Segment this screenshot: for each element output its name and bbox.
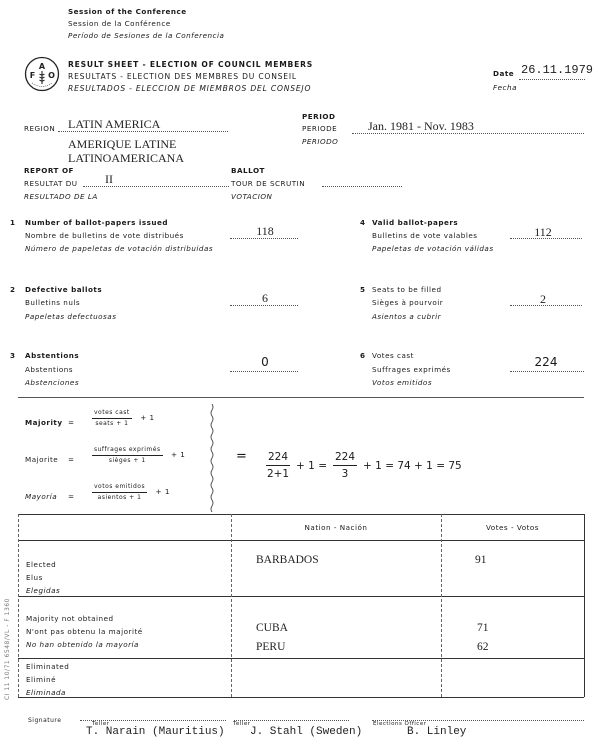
table-col-divider-1 [231,514,232,697]
field-6-label-es: Votos emitidos [372,378,433,387]
majority-den-es: asientos + 1 [97,494,142,501]
field-4-label-en: Valid ballot-papers [372,218,459,227]
field-2-value: 6 [262,291,268,305]
field-1-number: 1 [10,218,16,227]
field-6-label-fr: Suffrages exprimés [372,365,451,374]
calc-part1: + 1 = [296,459,327,472]
ballot-dotted-line [322,186,402,187]
teller-2-label: Teller [233,721,251,727]
teller-2-name: J. Stahl (Sweden) [250,726,363,738]
session-line-es: Período de Sesiones de la Conferencia [68,31,225,40]
majority-eq-en: = [68,418,75,427]
signature-line-teller-2 [234,720,349,721]
field-6-label-en: Votes cast [372,351,414,360]
majority-num-es: votos emitidos [92,484,147,493]
table-header-border [18,540,584,541]
table-right-border [584,514,585,697]
table-bottom-border [18,697,584,698]
calc-fraction1-den: 2+1 [266,468,290,480]
majority-label-en: Majority [25,418,63,427]
session-line-fr: Session de la Conférence [68,19,171,28]
officer-label: Elections Officer [373,721,427,727]
field-5-number: 5 [360,285,366,294]
date-value: 26.11.1979 [521,63,594,77]
field-1-value: 118 [256,224,274,238]
eliminated-label-en: Eliminated [26,662,70,671]
field-6-dotted-line [510,371,584,372]
period-value: Jan. 1981 - Nov. 1983 [368,119,474,133]
period-label-fr: PERIODE [302,124,338,133]
not-obtained-nation-1: CUBA [256,622,288,634]
ballot-label-es: VOTACION [231,192,273,201]
svg-text:A: A [38,62,46,71]
field-5-label-en: Seats to be filled [372,285,442,294]
date-dotted-line [519,79,585,80]
teller-1-name: T. Narain (Mauritius) [86,726,225,738]
period-label-en: PERIOD [302,112,336,121]
elected-votes-1: 91 [475,554,487,566]
field-2-label-en: Defective ballots [25,285,103,294]
region-value-es: LATINOAMERICANA [68,151,184,165]
majority-num-en: votes cast [92,410,132,419]
elected-label-es: Elegidas [26,586,61,595]
brace-divider [207,404,217,512]
calc-fraction1-num: 224 [266,451,290,466]
form-code: CI 11 10/71 6548/VL - F 1360 [4,598,11,700]
majority-den-en: seats + 1 [95,420,129,427]
elected-nation-1: BARBADOS [256,554,319,566]
majority-formula-es [92,484,170,501]
elected-label-en: Elected [26,560,57,569]
header-votes: Votes - Votos [485,523,540,532]
period-dotted-line [352,133,584,134]
majority-formula-en [92,410,155,427]
table-top-border [18,514,584,515]
header-nation: Nation - Nación [304,523,368,532]
majority-plus-en: + 1 [140,413,155,422]
table-col-divider-2 [441,514,442,697]
majority-eq-es: = [68,492,75,501]
field-3-dotted-line [230,371,298,372]
calc-fraction2-num: 224 [333,451,357,466]
field-2-dotted-line [230,305,298,306]
field-1-dotted-line [230,238,298,239]
not-obtained-label-es: No han obtenido la mayoría [26,640,139,649]
teller-1-label: Teller [92,721,110,727]
region-label: REGION [24,124,56,133]
majority-label-es: Mayoría [25,492,58,501]
ballot-label-en: BALLOT [231,166,265,175]
field-4-number: 4 [360,218,366,227]
not-obtained-nation-2: PERU [256,641,286,653]
region-value-en: LATIN AMERICA [68,117,161,131]
region-value-fr: AMERIQUE LATINE [68,137,177,151]
not-obtained-label-fr: N'ont pas obtenu la majorité [26,627,143,636]
majority-den-fr: sièges + 1 [108,457,146,464]
field-3-label-en: Abstentions [25,351,80,360]
calc-fraction2-den: 3 [341,468,349,480]
not-obtained-votes-1: 71 [477,622,489,634]
field-1-label-es: Número de papeletas de votación distribuidas [25,244,214,253]
svg-text:F: F [29,71,36,80]
calc-part2: + 1 = 74 + 1 = 75 [363,459,462,472]
field-1-label-en: Number of ballot-papers issued [25,218,169,227]
field-2-label-fr: Bulletins nuls [25,298,81,307]
report-of-label-fr: RESULTAT DU [24,179,78,188]
field-2-number: 2 [10,285,16,294]
region-dotted-line [58,131,228,132]
majority-calculation [266,451,462,480]
majority-label-fr: Majorite [25,455,59,464]
title-en: RESULT SHEET - ELECTION OF COUNCIL MEMBERS [68,60,314,69]
majority-formula-fr [92,447,185,464]
field-3-number: 3 [10,351,16,360]
svg-text:O: O [48,71,55,80]
table-left-border [18,514,19,697]
majority-eq-fr: = [68,455,75,464]
not-obtained-label-en: Majority not obtained [26,614,114,623]
title-fr: RESULTATS - ELECTION DES MEMBRES DU CONSEIL [68,72,297,81]
field-2-label-es: Papeletas defectuosas [25,312,117,321]
field-4-dotted-line [510,238,582,239]
field-3-label-es: Abstenciones [25,378,80,387]
report-of-dotted-line [83,186,229,187]
table-majority-border [18,658,584,659]
title-es: RESULTADOS - ELECCION DE MIEMBROS DEL CONSEJO [68,84,312,93]
field-6-number: 6 [360,351,366,360]
calc-equals: = [236,449,247,464]
fao-logo-icon [24,56,60,92]
elected-label-fr: Elus [26,573,43,582]
field-5-label-es: Asientos a cubrir [372,312,442,321]
field-3-value: 0 [261,355,269,369]
field-6-value: 224 [534,355,558,369]
ballot-label-fr: TOUR DE SCRUTIN [231,179,306,188]
date-label: Date [493,69,515,78]
eliminated-label-fr: Eliminé [26,675,57,684]
field-5-label-fr: Sièges à pourvoir [372,298,444,307]
field-5-value: 2 [540,292,546,306]
field-4-label-es: Papeletas de votación válidas [372,244,494,253]
field-3-label-fr: Abstentions [25,365,74,374]
field-4-label-fr: Bulletins de vote valables [372,231,478,240]
report-of-value: II [105,172,113,186]
majority-num-fr: suffrages exprimés [92,447,163,456]
eliminated-label-es: Eliminada [26,688,66,697]
session-line-en: Session of the Conference [68,7,187,16]
table-elected-border [18,596,584,597]
field-4-value: 112 [534,225,552,239]
period-label-es: PERIODO [302,137,339,146]
field-5-dotted-line [510,305,582,306]
not-obtained-votes-2: 62 [477,641,489,653]
officer-name: B. Linley [407,726,467,738]
date-label-es: Fecha [493,83,517,92]
signature-label: Signature [28,717,62,724]
section-divider [18,397,584,398]
report-of-label-es: RESULTADO DE LA [24,192,98,201]
report-of-label-en: REPORT OF [24,166,74,175]
majority-plus-es: + 1 [155,487,170,496]
field-1-label-fr: Nombre de bulletins de vote distribués [25,231,184,240]
majority-plus-fr: + 1 [171,450,186,459]
